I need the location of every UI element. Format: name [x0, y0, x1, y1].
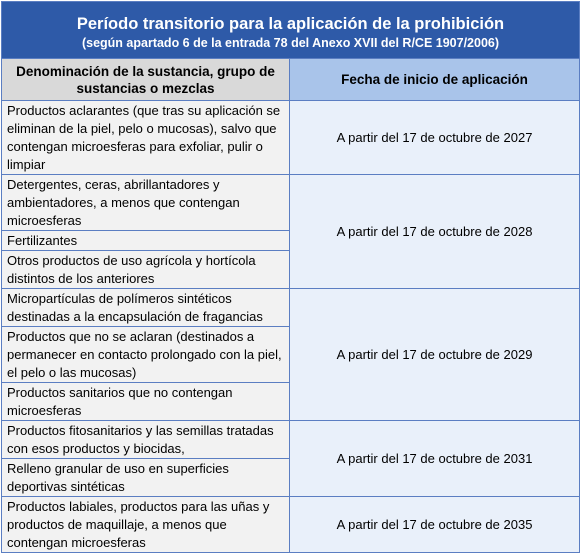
substance-cell: Micropartículas de polímeros sintéticos destinadas a la encapsulación de fragancias [2, 289, 290, 327]
prohibition-table-container [1, 1, 579, 553]
date-cell: A partir del 17 de octubre de 2028 [290, 175, 580, 289]
table-title: Período transitorio para la aplicación de la prohibición [76, 14, 505, 33]
prohibition-table [1, 1, 580, 553]
table-row [2, 497, 580, 553]
substance-cell: Productos fitosanitarios y las semillas tratadas con esos productos y biocidas, [2, 421, 290, 459]
substance-cell: Relleno granular de uso en superficies deportivas sintéticas [2, 459, 290, 497]
substance-cell: Productos que no se aclaran (destinados a permanecer en contacto prolongado con la piel, el pelo o las mucosas) [2, 327, 290, 383]
substance-cell: Detergentes, ceras, abrillantadores y ambientadores, a menos que contengan microesferas [2, 175, 290, 231]
substance-cell: Fertilizantes [2, 231, 290, 251]
table-title-cell [2, 2, 580, 59]
column-header-row [2, 59, 580, 101]
table-row [2, 289, 580, 327]
substance-cell: Productos labiales, productos para las uñas y productos de maquillaje, a menos que contengan microesferas [2, 497, 290, 553]
date-cell: A partir del 17 de octubre de 2035 [290, 497, 580, 553]
substance-cell: Otros productos de uso agrícola y hortícola distintos de los anteriores [2, 251, 290, 289]
table-row [2, 175, 580, 231]
substance-cell: Productos sanitarios que no contengan microesferas [2, 383, 290, 421]
title-row [2, 2, 580, 59]
date-cell: A partir del 17 de octubre de 2027 [290, 101, 580, 175]
table-row [2, 101, 580, 175]
substance-cell: Productos aclarantes (que tras su aplicación se eliminan de la piel, pelo o mucosas), salvo que contengan microesferas para exfoliar, pulir o limpiar [2, 101, 290, 175]
table-subtitle: (según apartado 6 de la entrada 78 del Anexo XVII del R/CE 1907/2006) [81, 35, 500, 50]
date-cell: A partir del 17 de octubre de 2029 [290, 289, 580, 421]
table-row [2, 421, 580, 459]
column-header-substance: Denominación de la sustancia, grupo de sustancias o mezclas [2, 59, 290, 101]
column-header-date: Fecha de inicio de aplicación [290, 59, 580, 101]
date-cell: A partir del 17 de octubre de 2031 [290, 421, 580, 497]
